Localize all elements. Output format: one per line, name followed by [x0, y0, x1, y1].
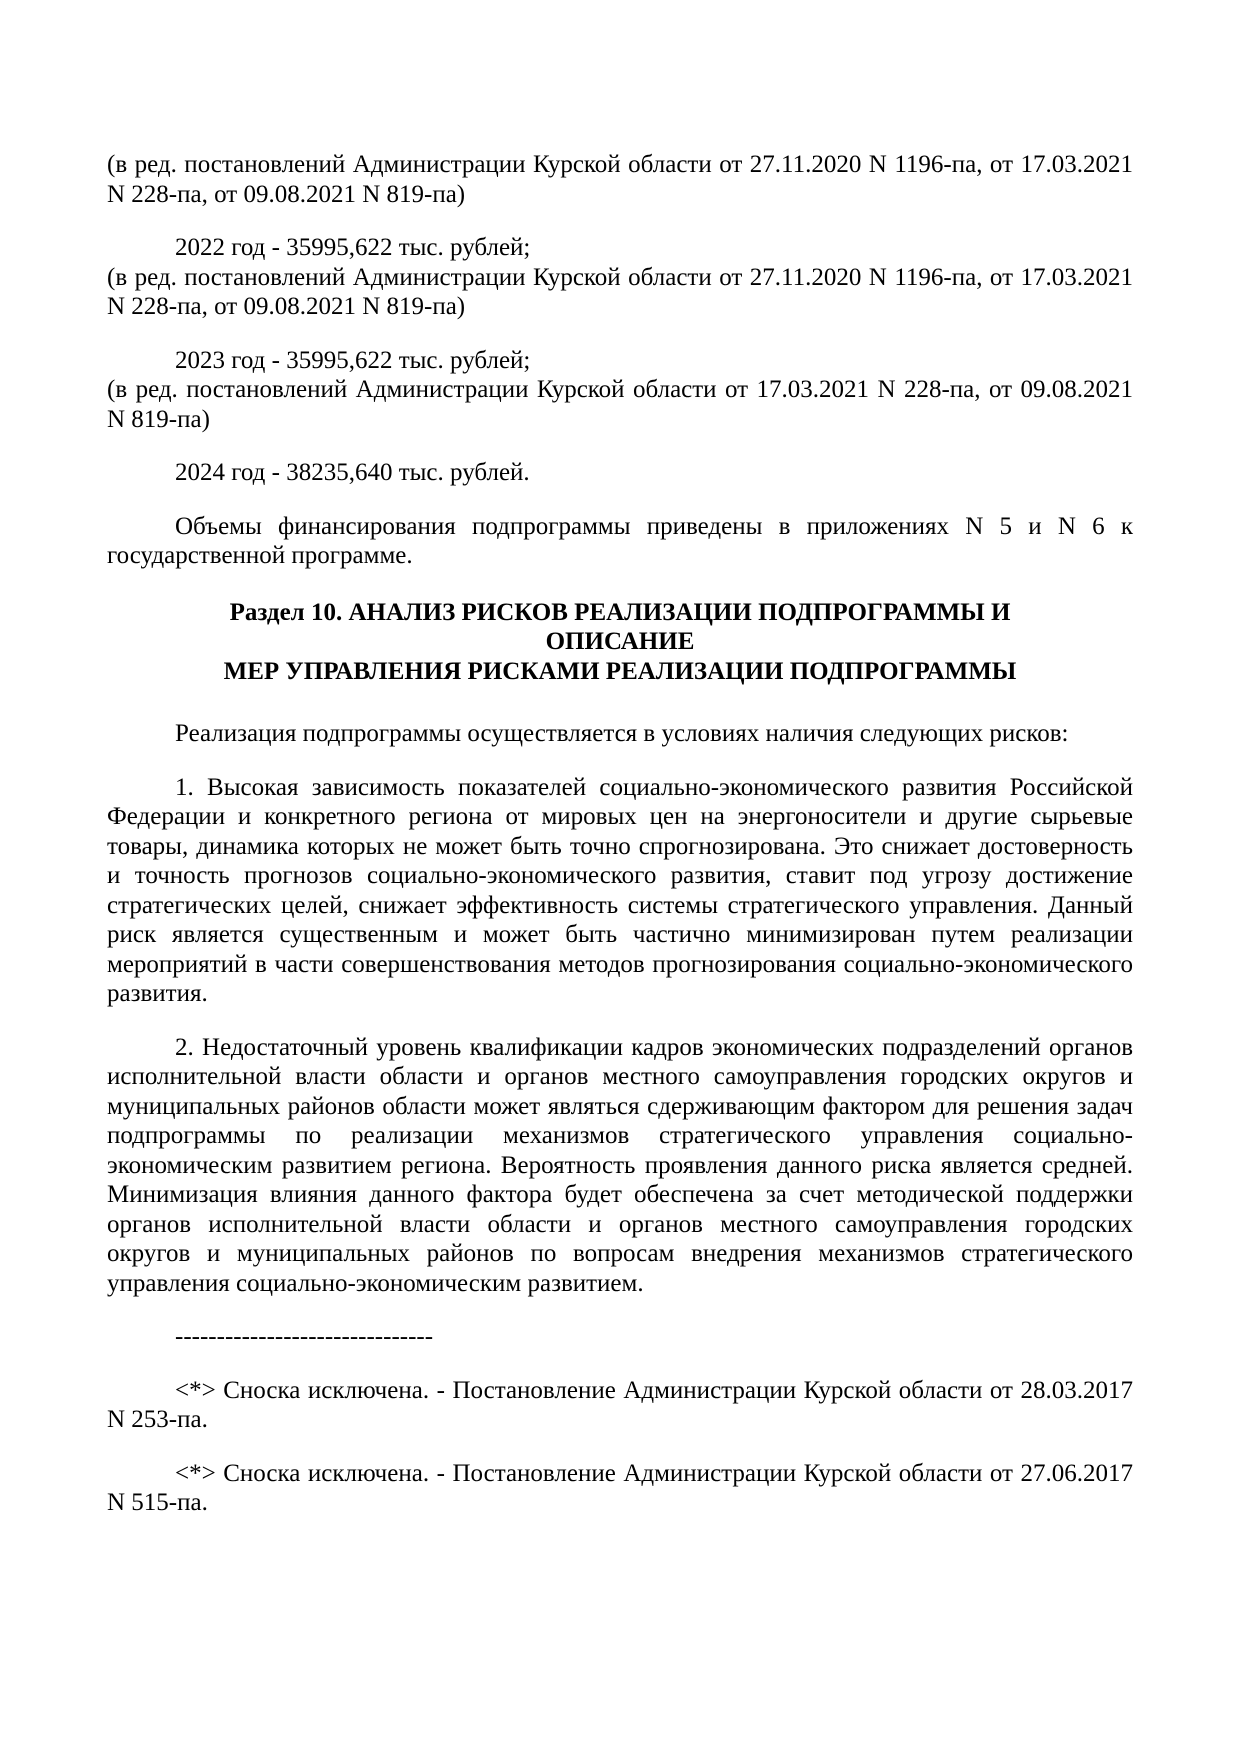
footnote-2: <*> Сноска исключена. - Постановление Администрации Курской области от 27.06.2017 N 515-па. [107, 1459, 1133, 1516]
section-heading-line-1: Раздел 10. АНАЛИЗ РИСКОВ РЕАЛИЗАЦИИ ПОДПРОГРАММЫ И [229, 598, 1011, 626]
funding-year-2022: 2022 год - 35995,622 тыс. рублей; [175, 234, 531, 261]
risk-paragraph-1: 1. Высокая зависимость показателей социально-экономического развития Российской Федерации и конкретного региона от мировых цен на энергоносители и другие сырьевые товары, динамика которых не может быть точно спрогнозирована. Это снижает достоверность и точность прогнозов социально-экономического развития, ставит под угрозу достижение стратегических целей, снижает эффективность системы стратегического управления. Данный риск является существенным и может быть частично минимизирован путем реализации мероприятий в части совершенствования методов прогнозирования социально-экономического развития. [107, 773, 1133, 1007]
funding-appendix-note: Объемы финансирования подпрограммы приведены в приложениях N 5 и N 6 к государственной программе. [107, 512, 1133, 569]
risk-paragraph-2: 2. Недостаточный уровень квалификации кадров экономических подразделений органов исполнительной власти области и органов местного самоуправления городских округов и муниципальных районов области может являться сдерживающим фактором для решения задач подпрограммы по реализации механизмов стратегического управления социально-экономическим развитием региона. Вероятность проявления данного риска является средней. Минимизация влияния данного фактора будет обеспечена за счет методической поддержки органов исполнительной власти области и органов местного самоуправления городских округов и муниципальных районов по вопросам внедрения механизмов стратегического управления социально-экономическим развитием. [107, 1033, 1133, 1297]
funding-year-2024: 2024 год - 38235,640 тыс. рублей. [175, 459, 530, 486]
section-10-heading [107, 598, 1133, 687]
footnote-1: <*> Сноска исключена. - Постановление Администрации Курской области от 28.03.2017 N 253-па. [107, 1376, 1133, 1433]
section-heading-line-3: МЕР УПРАВЛЕНИЯ РИСКАМИ РЕАЛИЗАЦИИ ПОДПРОГРАММЫ [223, 657, 1017, 685]
funding-year-2023: 2023 год - 35995,622 тыс. рублей; [175, 346, 531, 374]
amendment-note-3: (в ред. постановлений Администрации Курской области от 17.03.2021 N 228-па, от 09.08.2021 N 819-па) [107, 376, 1133, 433]
section-heading-line-2: ОПИСАНИЕ [545, 628, 695, 655]
risks-intro: Реализация подпрограммы осуществляется в условиях наличия следующих рисков: [175, 720, 1069, 747]
amendment-note-1: (в ред. постановлений Администрации Курской области от 27.11.2020 N 1196-па, от 17.03.2021 N 228-па, от 09.08.2021 N 819-па) [107, 151, 1133, 208]
footnote-divider: ------------------------------- [175, 1323, 434, 1350]
amendment-note-2: (в ред. постановлений Администрации Курской области от 27.11.2020 N 1196-па, от 17.03.2021 N 228-па, от 09.08.2021 N 819-па) [107, 263, 1133, 320]
